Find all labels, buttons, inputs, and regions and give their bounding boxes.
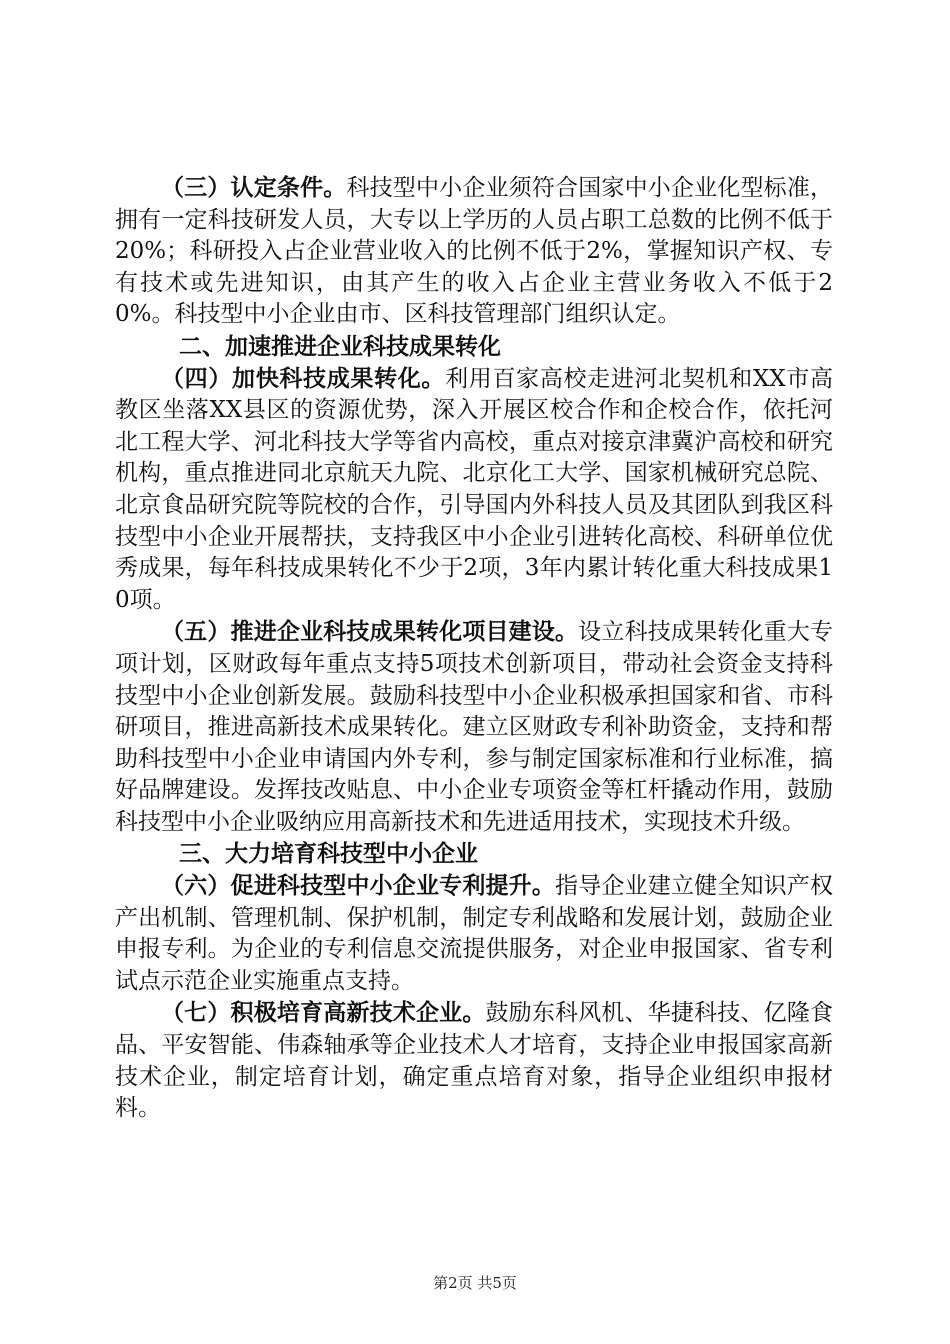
paragraph-lead: （六）促进科技型中小企业专利提升。 — [161, 872, 556, 900]
section-heading-2: 二、加速推进企业科技成果转化 — [179, 332, 501, 360]
document-body — [115, 172, 833, 1125]
paragraph-6 — [115, 870, 833, 997]
paragraph-text: 科技型中小企业须符合国家中小企业化型标准，拥有一定科技研发人员，大专以上学历的人员占职工总数的比例不低于20%；科研投入占企业营业收入的比例不低于2%，掌握知识产权、专有技术或先进知识，由其产生的收入占企业主营业务收入不低于20%。科技型中小企业由市、区科技管理部门组织认定。 — [115, 175, 834, 328]
paragraph-text: 指导企业建立健全知识产权产出机制、管理机制、保护机制，制定专利战略和发展计划，鼓励企业申报专利。为企业的专利信息交流提供服务，对企业申报国家、省专利试点示范企业实施重点支持。 — [115, 873, 834, 994]
paragraph-lead: （五）推进企业科技成果转化项目建设。 — [161, 618, 579, 646]
paragraph-4 — [115, 363, 833, 617]
paragraph-text: 鼓励东科风机、华捷科技、亿隆食品、平安智能、伟森轴承等企业技术人才培育，支持企业申报国家高新技术企业，制定培育计划，确定重点培育对象，指导企业组织申报材料。 — [115, 1000, 834, 1122]
paragraph-5 — [115, 616, 833, 838]
paragraph-lead: （七）积极培育高新技术企业。 — [161, 999, 486, 1027]
paragraph-lead: （三）认定条件。 — [161, 174, 347, 201]
paragraph-text: 设立科技成果转化重大专项计划，区财政每年重点支持5项技术创新项目，带动社会资金支持科技型中小企业创新发展。鼓励科技型中小企业积极承担国家和省、市科研项目，推进高新技术成果转化。建立区财政专利补助资金，支持和帮助科技型中小企业申请国内外专利，参与制定国家标准和行业标准，搞好品牌建设。发挥技改贴息、中小企业专项资金等杠杆撬动作用，鼓励科技型中小企业吸纳应用高新技术和先进适用技术，实现技术升级。 — [115, 619, 834, 835]
paragraph-text: 利用百家高校走进河北契机和XX市高教区坐落XX县区的资源优势，深入开展区校合作和企校合作，依托河北工程大学、河北科技大学等省内高校，重点对接京津冀沪高校和研究机构，重点推进同北京航天九院、北京化工大学、国家机械研究总院、北京食品研究院等院校的合作，引导国内外科技人员及其团队到我区科技型中小企业开展帮扶，支持我区中小企业引进转化高校、科研单位优秀成果，每年科技成果转化不少于2项，3年内累计转化重大科技成果10项。 — [115, 365, 834, 613]
section-heading-3: 三、大力培育科技型中小企业 — [179, 840, 478, 868]
paragraph-3 — [115, 172, 833, 331]
paragraph-7 — [115, 997, 833, 1124]
paragraph-lead: （四）加快科技成果转化。 — [161, 364, 446, 392]
page-number-footer: 第2页 共5页 — [433, 1274, 517, 1292]
